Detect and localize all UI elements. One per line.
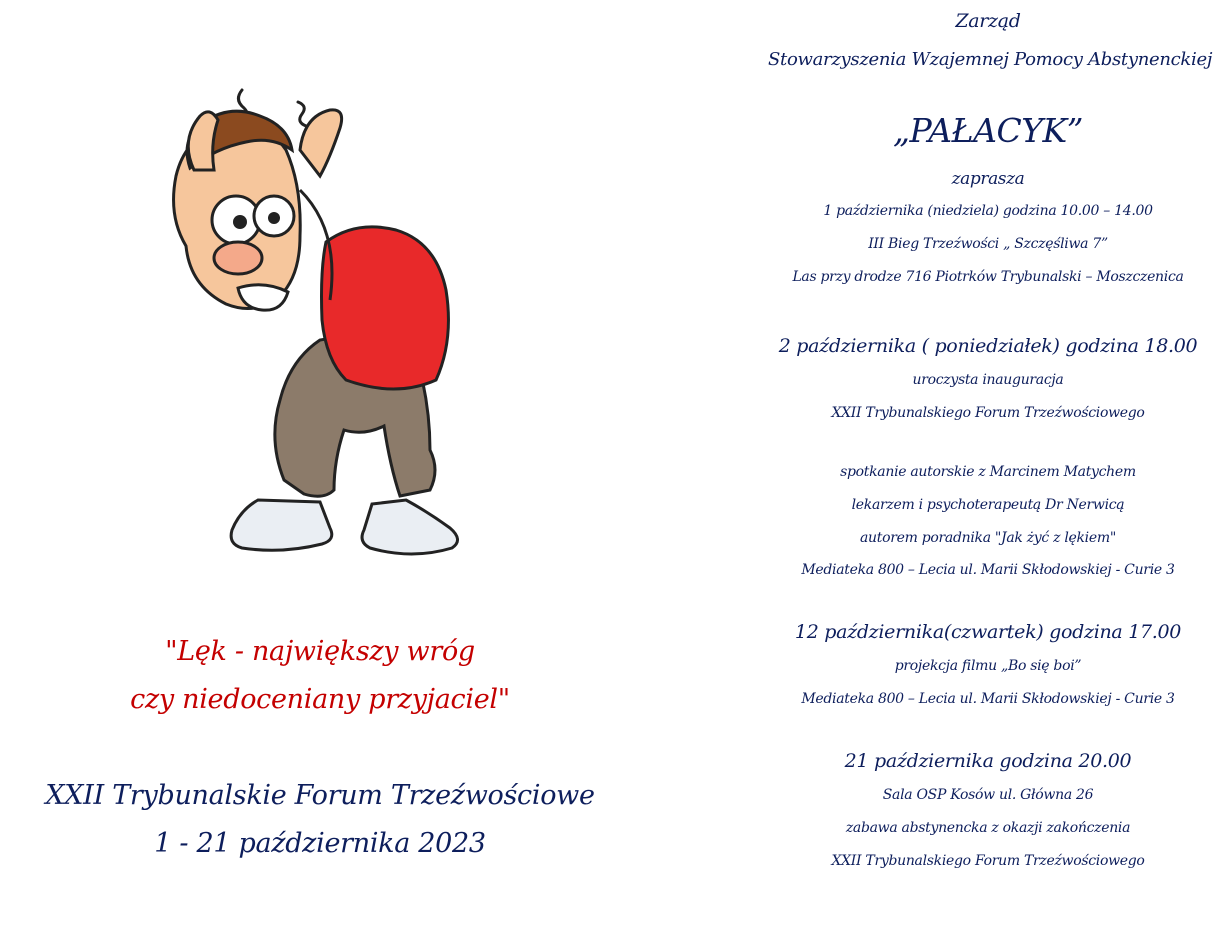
event3-when: 12 października(czwartek) godzina 17.00	[794, 621, 1182, 643]
event2-line5: autorem poradnika "Jak żyć z lękiem"	[860, 530, 1116, 546]
header-line-1: Zarząd	[955, 10, 1021, 32]
event4-when: 21 października godzina 20.00	[844, 750, 1132, 772]
forum-title: XXII Trybunalskie Forum Trzeźwościowe	[45, 780, 595, 811]
right-panel	[768, 0, 1213, 929]
anxious-man-icon	[150, 80, 530, 590]
event2-line3: spotkanie autorskie z Marcinem Matychem	[840, 464, 1136, 480]
event2-line1: uroczysta inauguracja	[912, 372, 1064, 388]
event4-forum: XXII Trybunalskiego Forum Trzeźwościowego	[831, 853, 1145, 869]
event4-what: zabawa abstynencka z okazji zakończenia	[845, 820, 1131, 836]
club-name: „PAŁACYK”	[892, 111, 1084, 150]
event2-where: Mediateka 800 – Lecia ul. Marii Skłodowskiej - Curie 3	[801, 562, 1175, 578]
forum-dates: 1 - 21 października 2023	[154, 828, 486, 859]
event3-where: Mediateka 800 – Lecia ul. Marii Skłodowskiej - Curie 3	[801, 691, 1175, 707]
event1-where: Las przy drodze 716 Piotrków Trybunalski – Moszczenica	[792, 269, 1184, 285]
event2-line4: lekarzem i psychoterapeutą Dr Nerwicą	[851, 497, 1125, 513]
event4-where: Sala OSP Kosów ul. Główna 26	[882, 787, 1094, 803]
header-line-2: Stowarzyszenia Wzajemnej Pomocy Abstynenckiej	[768, 49, 1213, 70]
event2-line2: XXII Trybunalskiego Forum Trzeźwościowego	[831, 405, 1145, 421]
event1-what: III Bieg Trzeźwości „ Szczęśliwa 7”	[868, 236, 1108, 252]
quote-line-2: czy niedoceniany przyjaciel"	[130, 684, 510, 715]
event1-when: 1 października (niedziela) godzina 10.00 – 14.00	[823, 203, 1153, 219]
event2-when: 2 października ( poniedziałek) godzina 18.00	[778, 335, 1198, 357]
quote-line-1: "Lęk - największy wróg	[165, 636, 475, 667]
invites-text: zaprasza	[951, 169, 1025, 189]
event3-what: projekcja filmu „Bo się boi”	[894, 658, 1082, 674]
